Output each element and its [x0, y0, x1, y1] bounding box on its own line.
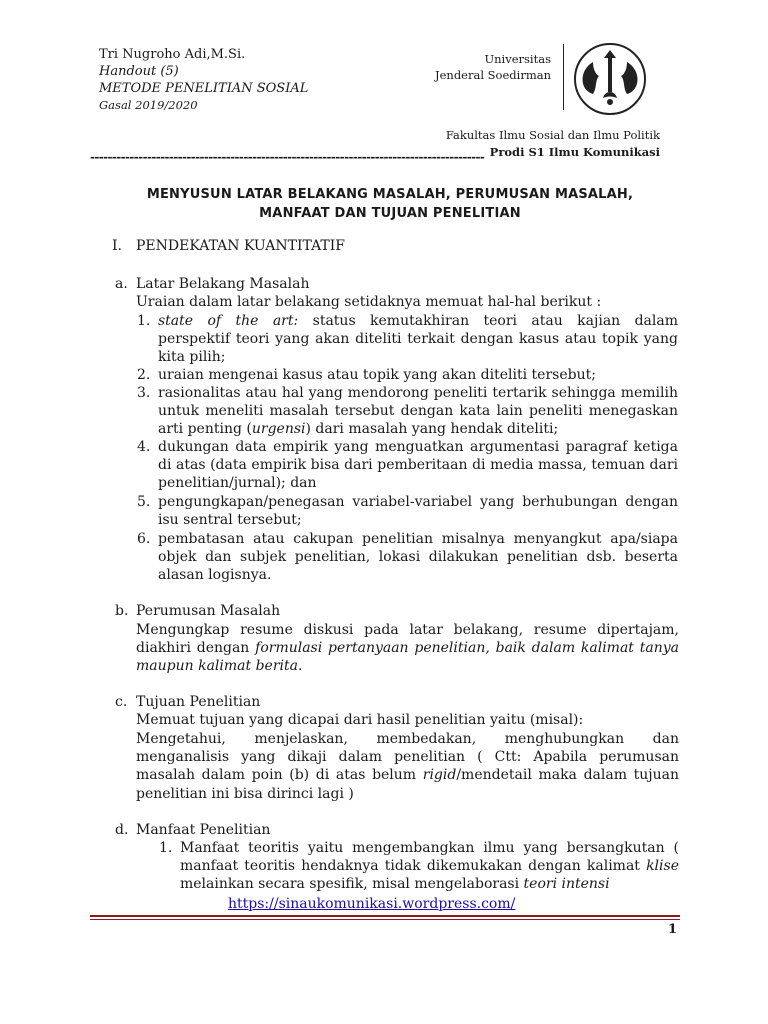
subsection-b-heading: Perumusan Masalah	[136, 603, 281, 619]
footer-website-link[interactable]: https://sinaukomunikasi.wordpress.com/	[228, 896, 516, 912]
subsection-c-letter: c.	[115, 694, 128, 710]
list-item-number: 1.	[137, 313, 151, 329]
page-number: 1	[668, 922, 678, 937]
list-item-text: dukungan data empirik yang menguatkan argumentasi paragraf ketiga di atas (data empirik bisa dari pemberitaan di media massa, temuan dari penelitian/jurnal); dan	[158, 439, 678, 492]
list-item-text: uraian mengenai kasus atau topik yang akan diteliti tersebut;	[158, 367, 596, 383]
term-formulasi: formulasi pertanyaan penelitian, baik dalam kalimat tanya maupun kalimat berita	[136, 640, 679, 675]
list-item-number: 6.	[137, 531, 151, 547]
list-item-text: pengungkapan/penegasan variabel-variabel yang berhubungan dengan isu sentral tersebut;	[158, 494, 678, 529]
paragraph-part: .	[297, 658, 303, 675]
subsection-a-heading: Latar Belakang Masalah	[136, 276, 310, 292]
course-name: METODE PENELITIAN SOSIAL	[99, 81, 309, 96]
subsection-c-heading: Tujuan Penelitian	[136, 694, 261, 710]
paragraph-part: /mendetail maka dalam tujuan penelitian ini bisa dirinci lagi )	[136, 767, 679, 802]
title-line1: MENYUSUN LATAR BELAKANG MASALAH, PERUMUSAN MASALAH,	[146, 187, 634, 202]
list-item-number: 3.	[137, 385, 151, 401]
list-item-number: 1.	[159, 840, 173, 856]
subsection-b-text	[136, 621, 679, 676]
paragraph-part: Manfaat teoritis yaitu mengembangkan ilmu yang bersangkutan ( manfaat teoritis hendaknya tidak dikemukakan dengan kalimat	[180, 840, 679, 875]
list-item-text: pembatasan atau cakupan penelitian misalnya menyangkut apa/siapa objek dan subjek penelitian, lokasi dilakukan penelitian dsb. beserta alasan logisnya.	[158, 531, 678, 584]
subsection-a-intro: Uraian dalam latar belakang setidaknya memuat hal-hal berikut :	[136, 294, 602, 310]
university-line1: Universitas	[484, 52, 551, 66]
subsection-b-letter: b.	[115, 603, 129, 619]
term-teori-intensi: teori intensi	[523, 876, 610, 893]
subsection-a-letter: a.	[115, 276, 128, 292]
list-item-text: perspektif teori yang akan diteliti terkait dengan kasus atau topik yang kita pilih;	[158, 331, 678, 366]
header-author-block	[99, 46, 308, 114]
document-title	[100, 185, 680, 223]
university-logo	[571, 40, 649, 118]
section-heading: PENDEKATAN KUANTITATIF	[136, 238, 346, 254]
paragraph-part: Mengetahui, menjelaskan, membedakan, menghubungkan dan menganalisis yang dikaji dalam penelitian ( Ctt: Apabila perumusan masalah dalam poin (b) di atas belum	[136, 731, 679, 784]
author-name: Tri Nugroho Adi,M.Si.	[99, 47, 246, 62]
semester-label: Gasal 2019/2020	[99, 98, 198, 112]
list-item-number: 5.	[137, 494, 151, 510]
dashed-separator: ------------------------------------------------------------------------------------------	[90, 150, 485, 164]
term-urgensi: urgensi	[251, 421, 306, 438]
footer-rule	[90, 915, 680, 917]
list-item-text-part: status kemutakhiran teori atau kajian dalam	[312, 313, 678, 329]
program-name: Prodi S1 Ilmu Komunikasi	[489, 145, 660, 159]
list-item-text-part: ) dari masalah yang hendak diteliti;	[305, 421, 559, 438]
list-item-number: 2.	[137, 367, 151, 383]
term-klise: klise	[646, 858, 679, 875]
university-line2: Jenderal Soedirman	[435, 68, 551, 82]
list-item-text	[158, 384, 678, 439]
handout-label: Handout (5)	[99, 64, 179, 79]
header-university-block	[410, 51, 551, 83]
subsection-d-letter: d.	[115, 822, 129, 838]
title-line2: MANFAAT DAN TUJUAN PENELITIAN	[259, 206, 521, 221]
subsection-c-intro: Memuat tujuan yang dicapai dari hasil penelitian yaitu (misal):	[136, 712, 584, 728]
subsection-d-text	[180, 839, 679, 894]
footer-rule-thin	[90, 919, 680, 920]
term-state-of-the-art: state of the art:	[158, 313, 299, 329]
subsection-d-heading: Manfaat Penelitian	[136, 822, 271, 838]
paragraph-part: melainkan secara spesifik, misal mengelaborasi	[180, 876, 524, 893]
term-rigid: rigid	[422, 767, 457, 784]
subsection-c-text	[136, 730, 679, 803]
section-number: I.	[112, 238, 122, 254]
list-item-text-part: rasionalitas atau hal yang mendorong peneliti tertarik sehingga memilih untuk meneliti masalah tersebut dengan kata lain peneliti menegaskan arti penting (	[158, 385, 678, 438]
paragraph-part: Mengungkap resume diskusi pada latar belakang, resume dipertajam, diakhiri dengan	[136, 622, 679, 657]
list-item-number: 4.	[137, 439, 151, 455]
header-divider	[563, 44, 564, 110]
faculty-name: Fakultas Ilmu Sosial dan Ilmu Politik	[445, 128, 660, 142]
list-item-text	[158, 312, 678, 330]
